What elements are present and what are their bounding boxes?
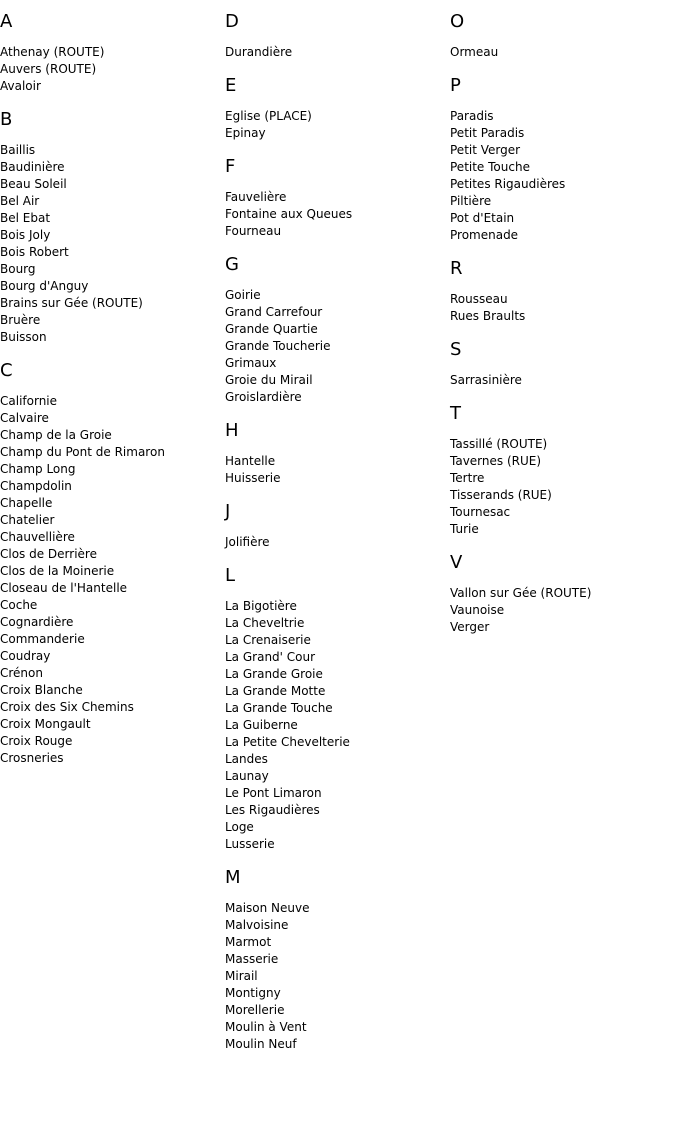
street-link[interactable]: Clos de la Moinerie: [0, 564, 115, 578]
street-link[interactable]: Chatelier: [0, 513, 55, 527]
letter-heading: H: [225, 420, 239, 441]
letter-heading: B: [0, 109, 13, 130]
street-list: [225, 287, 450, 406]
street-link[interactable]: La Guiberne: [225, 718, 298, 732]
street-link[interactable]: Auvers (ROUTE): [0, 62, 97, 76]
street-link[interactable]: Fourneau: [225, 224, 282, 238]
street-link[interactable]: Piltière: [450, 194, 492, 208]
street-list: [450, 436, 675, 538]
street-link[interactable]: Loge: [225, 820, 254, 834]
street-link[interactable]: Vaunoise: [450, 603, 505, 617]
letter-group: [225, 76, 450, 142]
street-link[interactable]: Morellerie: [225, 1003, 285, 1017]
street-link[interactable]: La Petite Chevelterie: [225, 735, 350, 749]
letter-group: [225, 255, 450, 406]
letter-group: [225, 868, 450, 1053]
street-list: [225, 108, 450, 142]
letter-group: [0, 110, 225, 346]
street-list: [0, 44, 225, 95]
street-link[interactable]: Chauvellière: [0, 530, 75, 544]
letter-heading: C: [0, 360, 13, 381]
street-link[interactable]: Bourg: [0, 262, 36, 276]
street-link[interactable]: Petite Touche: [450, 160, 530, 174]
street-link[interactable]: Malvoisine: [225, 918, 289, 932]
street-link[interactable]: Launay: [225, 769, 269, 783]
letter-heading: A: [0, 11, 13, 32]
street-link[interactable]: Tavernes (RUE): [450, 454, 542, 468]
street-list: [225, 453, 450, 487]
street-link[interactable]: Vallon sur Gée (ROUTE): [450, 586, 592, 600]
street-link[interactable]: Closeau de l'Hantelle: [0, 581, 128, 595]
street-link[interactable]: Moulin à Vent: [225, 1020, 307, 1034]
street-link[interactable]: Jolifière: [225, 535, 270, 549]
street-link[interactable]: Rues Braults: [450, 309, 526, 323]
street-link[interactable]: Maison Neuve: [225, 901, 310, 915]
street-link[interactable]: Tournesac: [450, 505, 511, 519]
street-link[interactable]: Ormeau: [450, 45, 499, 59]
street-link[interactable]: Lusserie: [225, 837, 275, 851]
letter-heading: O: [450, 11, 465, 32]
street-link[interactable]: Cognardière: [0, 615, 74, 629]
street-link[interactable]: La Grande Motte: [225, 684, 326, 698]
letter-group: [225, 502, 450, 551]
street-link[interactable]: Beau Soleil: [0, 177, 67, 191]
street-link[interactable]: Marmot: [225, 935, 272, 949]
street-link[interactable]: Bel Ebat: [0, 211, 51, 225]
letter-group: [225, 566, 450, 853]
street-link[interactable]: Chapelle: [0, 496, 53, 510]
street-link[interactable]: Les Rigaudières: [225, 803, 320, 817]
street-link[interactable]: La Grande Touche: [225, 701, 333, 715]
street-list: [225, 534, 450, 551]
street-link[interactable]: Croix des Six Chemins: [0, 700, 134, 714]
street-list: [225, 598, 450, 853]
street-link[interactable]: Sarrasinière: [450, 373, 522, 387]
street-link[interactable]: Grande Toucherie: [225, 339, 331, 353]
street-link[interactable]: Turie: [450, 522, 479, 536]
street-link[interactable]: Pot d'Etain: [450, 211, 515, 225]
street-link[interactable]: Calvaire: [0, 411, 49, 425]
letter-group: [225, 421, 450, 487]
letter-group: [450, 404, 675, 538]
letter-group: [450, 259, 675, 325]
street-link[interactable]: Groislardière: [225, 390, 302, 404]
letter-heading: M: [225, 867, 241, 888]
street-link[interactable]: Bois Joly: [0, 228, 51, 242]
street-link[interactable]: Buisson: [0, 330, 47, 344]
street-link[interactable]: Croix Mongault: [0, 717, 91, 731]
street-link[interactable]: Coudray: [0, 649, 51, 663]
street-link[interactable]: La Cheveltrie: [225, 616, 305, 630]
letter-group: [0, 361, 225, 767]
street-link[interactable]: Champdolin: [0, 479, 72, 493]
street-link[interactable]: Mirail: [225, 969, 258, 983]
letter-heading: J: [225, 501, 231, 522]
street-link[interactable]: Fontaine aux Queues: [225, 207, 353, 221]
street-link[interactable]: Californie: [0, 394, 58, 408]
index-column-1: [0, 12, 225, 782]
letter-group: [450, 340, 675, 389]
street-link[interactable]: La Crenaiserie: [225, 633, 311, 647]
street-link[interactable]: Grimaux: [225, 356, 277, 370]
street-link[interactable]: Commanderie: [0, 632, 85, 646]
letter-heading: E: [225, 75, 237, 96]
street-link[interactable]: La Bigotière: [225, 599, 297, 613]
street-link[interactable]: Petit Paradis: [450, 126, 525, 140]
letter-heading: V: [450, 552, 463, 573]
street-link[interactable]: Baillis: [0, 143, 36, 157]
street-list: [0, 393, 225, 767]
letter-group: [225, 157, 450, 240]
street-link[interactable]: Baudinière: [0, 160, 65, 174]
letter-heading: S: [450, 339, 462, 360]
street-link[interactable]: Croix Rouge: [0, 734, 73, 748]
street-link[interactable]: Champ du Pont de Rimaron: [0, 445, 165, 459]
index-column-3: [450, 12, 675, 651]
street-link[interactable]: Bourg d'Anguy: [0, 279, 89, 293]
street-list: [450, 44, 675, 61]
street-link[interactable]: Avaloir: [0, 79, 41, 93]
street-link[interactable]: Champ de la Groie: [0, 428, 112, 442]
street-link[interactable]: Le Pont Limaron: [225, 786, 322, 800]
street-link[interactable]: Durandière: [225, 45, 293, 59]
street-link[interactable]: Paradis: [450, 109, 494, 123]
letter-group: [450, 76, 675, 244]
letter-heading: P: [450, 75, 461, 96]
street-link[interactable]: Crosneries: [0, 751, 64, 765]
street-link[interactable]: Petit Verger: [450, 143, 521, 157]
letter-heading: L: [225, 565, 236, 586]
street-link[interactable]: Crénon: [0, 666, 43, 680]
street-link[interactable]: Clos de Derrière: [0, 547, 97, 561]
street-list: [225, 189, 450, 240]
street-link[interactable]: La Grande Groie: [225, 667, 323, 681]
street-link[interactable]: Brains sur Gée (ROUTE): [0, 296, 143, 310]
street-link[interactable]: Bel Air: [0, 194, 40, 208]
street-link[interactable]: Groie du Mirail: [225, 373, 313, 387]
street-link[interactable]: Hantelle: [225, 454, 276, 468]
street-link[interactable]: Epinay: [225, 126, 266, 140]
street-link[interactable]: Bruère: [0, 313, 41, 327]
letter-heading: R: [450, 258, 463, 279]
street-link[interactable]: Huisserie: [225, 471, 281, 485]
street-list: [450, 108, 675, 244]
street-link[interactable]: Masserie: [225, 952, 279, 966]
street-link[interactable]: Coche: [0, 598, 38, 612]
street-list: [450, 291, 675, 325]
street-link[interactable]: Landes: [225, 752, 268, 766]
street-link[interactable]: Grand Carrefour: [225, 305, 323, 319]
street-link[interactable]: Rousseau: [450, 292, 508, 306]
letter-group: [0, 12, 225, 95]
letter-heading: F: [225, 156, 236, 177]
street-list: [450, 372, 675, 389]
street-link[interactable]: Tisserands (RUE): [450, 488, 552, 502]
street-link[interactable]: Petites Rigaudières: [450, 177, 566, 191]
street-link[interactable]: Fauvelière: [225, 190, 287, 204]
street-link[interactable]: Champ Long: [0, 462, 76, 476]
street-link[interactable]: Tassillé (ROUTE): [450, 437, 548, 451]
index-column-2: [225, 12, 450, 1068]
letter-group: [225, 12, 450, 61]
letter-heading: D: [225, 11, 239, 32]
street-link[interactable]: Croix Blanche: [0, 683, 83, 697]
street-link[interactable]: Promenade: [450, 228, 519, 242]
street-link[interactable]: Bois Robert: [0, 245, 69, 259]
street-list: [225, 44, 450, 61]
street-list: [225, 900, 450, 1053]
street-link[interactable]: Tertre: [450, 471, 485, 485]
street-link[interactable]: Montigny: [225, 986, 281, 1000]
street-list: [450, 585, 675, 636]
street-link[interactable]: Goirie: [225, 288, 261, 302]
letter-group: [450, 553, 675, 636]
street-link[interactable]: Verger: [450, 620, 490, 634]
letter-heading: T: [450, 403, 461, 424]
street-link[interactable]: Moulin Neuf: [225, 1037, 297, 1051]
street-list: [0, 142, 225, 346]
letter-heading: G: [225, 254, 239, 275]
street-link[interactable]: Eglise (PLACE): [225, 109, 312, 123]
street-link[interactable]: La Grand' Cour: [225, 650, 316, 664]
letter-group: [450, 12, 675, 61]
street-link[interactable]: Athenay (ROUTE): [0, 45, 105, 59]
street-link[interactable]: Grande Quartie: [225, 322, 318, 336]
